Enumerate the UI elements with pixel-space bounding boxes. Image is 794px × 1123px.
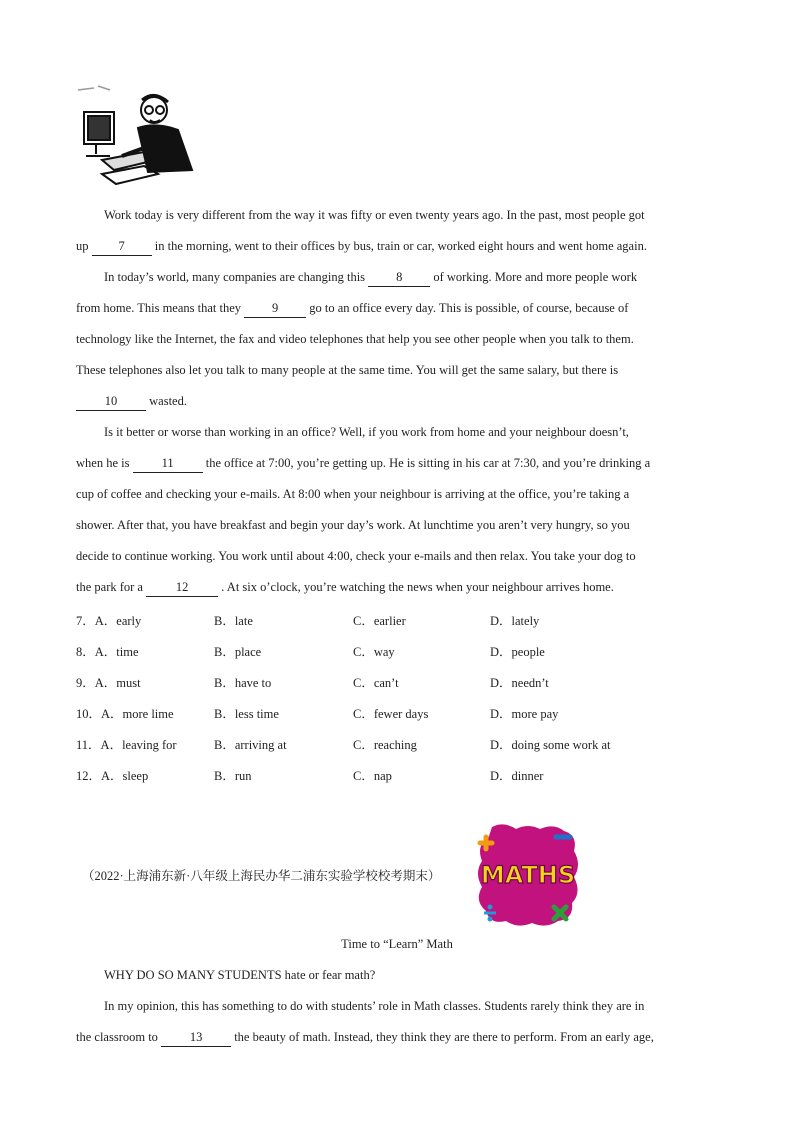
source-citation: （2022·上海浦东新·八年级上海民办华二浦东实验学校校考期末） bbox=[82, 869, 441, 883]
text: decide to continue working. You work until about 4:00, check your e-mails and then relax. You take your dog to bbox=[76, 549, 636, 563]
option-d[interactable]: D．dinner bbox=[490, 769, 544, 783]
text: shower. After that, you have breakfast and begin your day’s work. At lunchtime you aren’t very hungry, so you bbox=[76, 518, 630, 532]
text: cup of coffee and checking your e-mails. At 8:00 when your neighbour is arriving at the office, you’re taking a bbox=[76, 487, 630, 501]
text: wasted. bbox=[146, 394, 187, 408]
option-b[interactable]: B．late bbox=[214, 614, 253, 628]
question-row bbox=[76, 730, 716, 761]
question-row bbox=[76, 668, 716, 699]
option-d[interactable]: D．people bbox=[490, 645, 545, 659]
option-d[interactable]: D．doing some work at bbox=[490, 738, 611, 752]
option-c[interactable]: C．reaching bbox=[353, 738, 417, 752]
passage-1 bbox=[76, 200, 716, 603]
text: from home. This means that they bbox=[76, 301, 245, 315]
option-c[interactable]: C．fewer days bbox=[353, 707, 429, 721]
passage-line bbox=[76, 231, 716, 262]
text: These telephones also let you talk to many people at the same time. You will get the same salary, but there is bbox=[76, 363, 619, 377]
text: of working. More and more people work bbox=[430, 270, 638, 284]
passage-line bbox=[76, 293, 716, 324]
passage-line bbox=[76, 324, 716, 355]
option-b[interactable]: B．less time bbox=[214, 707, 279, 721]
option-a[interactable]: 11．A．leaving for bbox=[76, 738, 177, 752]
text: when he is bbox=[76, 456, 133, 470]
passage-2 bbox=[76, 960, 716, 1053]
option-b[interactable]: B．arriving at bbox=[214, 738, 287, 752]
passage-line bbox=[76, 510, 716, 541]
option-d[interactable]: D．needn’t bbox=[490, 676, 549, 690]
text: . At six o’clock, you’re watching the news when your neighbour arrives home. bbox=[218, 580, 614, 594]
passage-line bbox=[76, 541, 716, 572]
option-d[interactable]: D．more pay bbox=[490, 707, 559, 721]
option-a[interactable]: 9．A．must bbox=[76, 676, 141, 690]
option-a[interactable]: 12．A．sleep bbox=[76, 769, 149, 783]
option-c[interactable]: C．can’t bbox=[353, 676, 399, 690]
text: go to an office every day. This is possible, of course, because of bbox=[306, 301, 629, 315]
blank-11[interactable]: 11 bbox=[133, 454, 203, 473]
question-row bbox=[76, 606, 716, 637]
text: Is it better or worse than working in an office? Well, if you work from home and your neighbour doesn’t, bbox=[104, 425, 629, 439]
passage-line bbox=[76, 1022, 716, 1053]
answer-options bbox=[76, 606, 716, 792]
blank-9[interactable]: 9 bbox=[244, 299, 306, 318]
passage-line bbox=[76, 572, 716, 603]
option-c[interactable]: C．earlier bbox=[353, 614, 406, 628]
text: technology like the Internet, the fax and video telephones that help you see other people when you talk to them. bbox=[76, 332, 634, 346]
blank-10[interactable]: 10 bbox=[76, 392, 146, 411]
option-b[interactable]: B．have to bbox=[214, 676, 272, 690]
text: In today’s world, many companies are changing this bbox=[104, 270, 369, 284]
passage-line bbox=[76, 355, 716, 386]
passage-line bbox=[76, 417, 716, 448]
text: WHY DO SO MANY STUDENTS hate or fear math? bbox=[104, 968, 376, 982]
text: the classroom to bbox=[76, 1030, 162, 1044]
text: In my opinion, this has something to do with students’ role in Math classes. Students rarely think they are in bbox=[104, 999, 645, 1013]
option-a[interactable]: 7．A．early bbox=[76, 614, 142, 628]
passage-line bbox=[76, 479, 716, 510]
text: the park for a bbox=[76, 580, 147, 594]
option-d[interactable]: D．lately bbox=[490, 614, 540, 628]
text: Work today is very different from the way it was fifty or even twenty years ago. In the past, most people got bbox=[104, 208, 645, 222]
blank-8[interactable]: 8 bbox=[368, 268, 430, 287]
question-row bbox=[76, 637, 716, 668]
blank-12[interactable]: 12 bbox=[146, 578, 218, 597]
maths-logo-text: MATHS bbox=[480, 861, 576, 889]
passage-line bbox=[76, 386, 716, 417]
passage-2-title: Time to “Learn” Math bbox=[341, 937, 453, 951]
text: the office at 7:00, you’re getting up. He is sitting in his car at 7:30, and you’re drinking a bbox=[202, 456, 651, 470]
question-row bbox=[76, 699, 716, 730]
option-b[interactable]: B．place bbox=[214, 645, 262, 659]
text: up bbox=[76, 239, 92, 253]
option-a[interactable]: 8．A．time bbox=[76, 645, 139, 659]
option-a[interactable]: 10．A．more lime bbox=[76, 707, 174, 721]
option-c[interactable]: C．way bbox=[353, 645, 395, 659]
man-at-computer-illustration bbox=[74, 78, 202, 188]
passage-line bbox=[76, 262, 716, 293]
text: in the morning, went to their offices by bus, train or car, worked eight hours and went home again. bbox=[151, 239, 647, 253]
question-row bbox=[76, 761, 716, 792]
passage-line bbox=[76, 991, 716, 1022]
option-b[interactable]: B．run bbox=[214, 769, 252, 783]
passage-line bbox=[76, 200, 716, 231]
passage-line bbox=[76, 960, 716, 991]
option-c[interactable]: C．nap bbox=[353, 769, 392, 783]
passage-line bbox=[76, 448, 716, 479]
maths-logo bbox=[474, 823, 582, 927]
blank-13[interactable]: 13 bbox=[161, 1028, 231, 1047]
blank-7[interactable]: 7 bbox=[92, 237, 152, 256]
text: the beauty of math. Instead, they think they are there to perform. From an early age, bbox=[231, 1030, 654, 1044]
